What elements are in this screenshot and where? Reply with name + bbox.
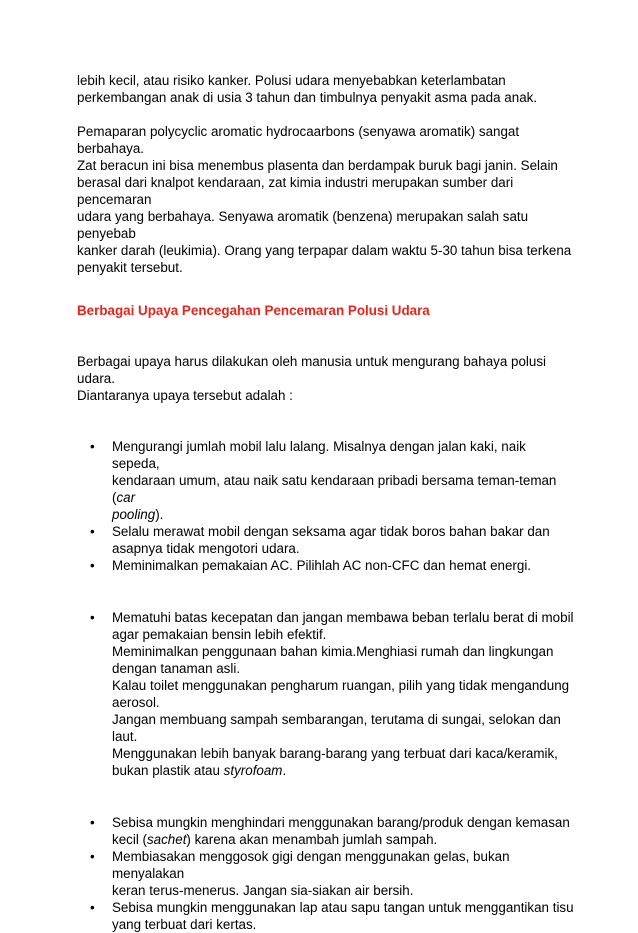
italic-term: styrofoam (223, 763, 283, 778)
text-line: Meminimalkan pemakaian AC. Pilihlah AC non-CFC dan hemat energi. (112, 558, 532, 573)
text-line: Meminimalkan penggunaan bahan kimia.Menghiasi rumah dan lingkungan (112, 644, 554, 659)
text-line: Diantaranya upaya tersebut adalah : (77, 388, 293, 403)
text-line: Pemaparan polycyclic aromatic hydrocaarbons (senyawa aromatik) sangat berbahaya. (77, 124, 520, 156)
text-fragment: bukan plastik atau (112, 763, 224, 778)
text-fragment: . (282, 763, 287, 778)
text-line: Membiasakan menggosok gigi dengan menggunakan gelas, bukan menyalakan (112, 849, 510, 881)
text-line: Menggunakan lebih banyak barang-barang yang terbuat dari kaca/keramik, (112, 746, 558, 761)
text-line: Sebisa mungkin menghindari menggunakan barang/produk dengan kemasan (112, 815, 570, 830)
text-line: Sebisa mungkin menggunakan lap atau sapu tangan untuk menggantikan tisu (112, 900, 574, 915)
text-line: dengan tanaman asli. (112, 661, 241, 676)
text-line (112, 472, 577, 506)
text-line: Mematuhi batas kecepatan dan jangan membawa beban terlalu berat di mobil (112, 610, 574, 625)
list-item (77, 814, 577, 848)
list-item (77, 523, 577, 557)
list-item (77, 848, 577, 899)
text-line: agar pemakaian bensin lebih efektif. (112, 627, 327, 642)
upaya-paragraph (77, 353, 577, 404)
text-line: udara yang berbahaya. Senyawa aromatik (benzena) merupakan salah satu penyebab (77, 209, 529, 241)
bullet-icon: • (90, 900, 95, 915)
text-line: Berbagai upaya harus dilakukan oleh manusia untuk mengurang bahaya polusi udara. (77, 354, 546, 386)
bullet-list (77, 609, 577, 779)
list-item (77, 557, 577, 574)
bullet-icon: • (90, 849, 95, 864)
italic-term: pooling (112, 507, 156, 522)
text-line: Mengurangi jumlah mobil lalu lalang. Misalnya dengan jalan kaki, naik sepeda, (112, 439, 526, 471)
text-line: Jangan membuang sampah sembarangan, terutama di sungai, selokan dan laut. (112, 712, 561, 744)
text-line: lebih kecil, atau risiko kanker. Polusi udara menyebabkan keterlambatan (77, 73, 506, 88)
text-line: kanker darah (leukimia). Orang yang terpapar dalam waktu 5-30 tahun bisa terkena (77, 243, 572, 258)
list-item (77, 609, 577, 779)
bullet-icon: • (90, 439, 95, 454)
intro-paragraph (77, 72, 577, 106)
text-fragment: ) karena akan menambah jumlah sampah. (186, 832, 438, 847)
italic-term: car (116, 490, 136, 505)
text-line: penyakit tersebut. (77, 260, 183, 275)
bullet-list (77, 438, 577, 574)
bullet-icon: • (90, 558, 95, 573)
document-page (77, 72, 577, 933)
list-item (77, 438, 577, 523)
list-item (77, 899, 577, 933)
text-line (112, 762, 577, 779)
text-line: perkembangan anak di usia 3 tahun dan timbulnya penyakit asma pada anak. (77, 90, 538, 105)
text-line (112, 506, 577, 523)
bullet-icon: • (90, 815, 95, 830)
text-fragment: kendaraan umum, atau naik satu kendaraan pribadi bersama teman-teman ( (112, 473, 557, 505)
text-line: aerosol. (112, 695, 160, 710)
pah-paragraph (77, 123, 577, 276)
text-line (112, 831, 577, 848)
text-line: Kalau toilet menggunakan pengharum ruangan, pilih yang tidak mengandung (112, 678, 570, 693)
text-line: asapnya tidak mengotori udara. (112, 541, 300, 556)
text-line: Zat beracun ini bisa menembus plasenta dan berdampak buruk bagi janin. Selain (77, 158, 558, 173)
section-heading: Berbagai Upaya Pencegahan Pencemaran Polusi Udara (77, 303, 430, 318)
text-line: yang terbuat dari kertas. (112, 917, 257, 932)
italic-term: sachet (146, 832, 187, 847)
text-line: Selalu merawat mobil dengan seksama agar tidak boros bahan bakar dan (112, 524, 550, 539)
text-fragment: ). (155, 507, 164, 522)
text-fragment: kecil ( (112, 832, 147, 847)
bullet-icon: • (90, 524, 95, 539)
text-line: keran terus-menerus. Jangan sia-siakan air bersih. (112, 883, 414, 898)
text-line: berasal dari knalpot kendaraan, zat kimia industri merupakan sumber dari pencemaran (77, 175, 514, 207)
bullet-list (77, 814, 577, 933)
bullet-icon: • (90, 610, 95, 625)
